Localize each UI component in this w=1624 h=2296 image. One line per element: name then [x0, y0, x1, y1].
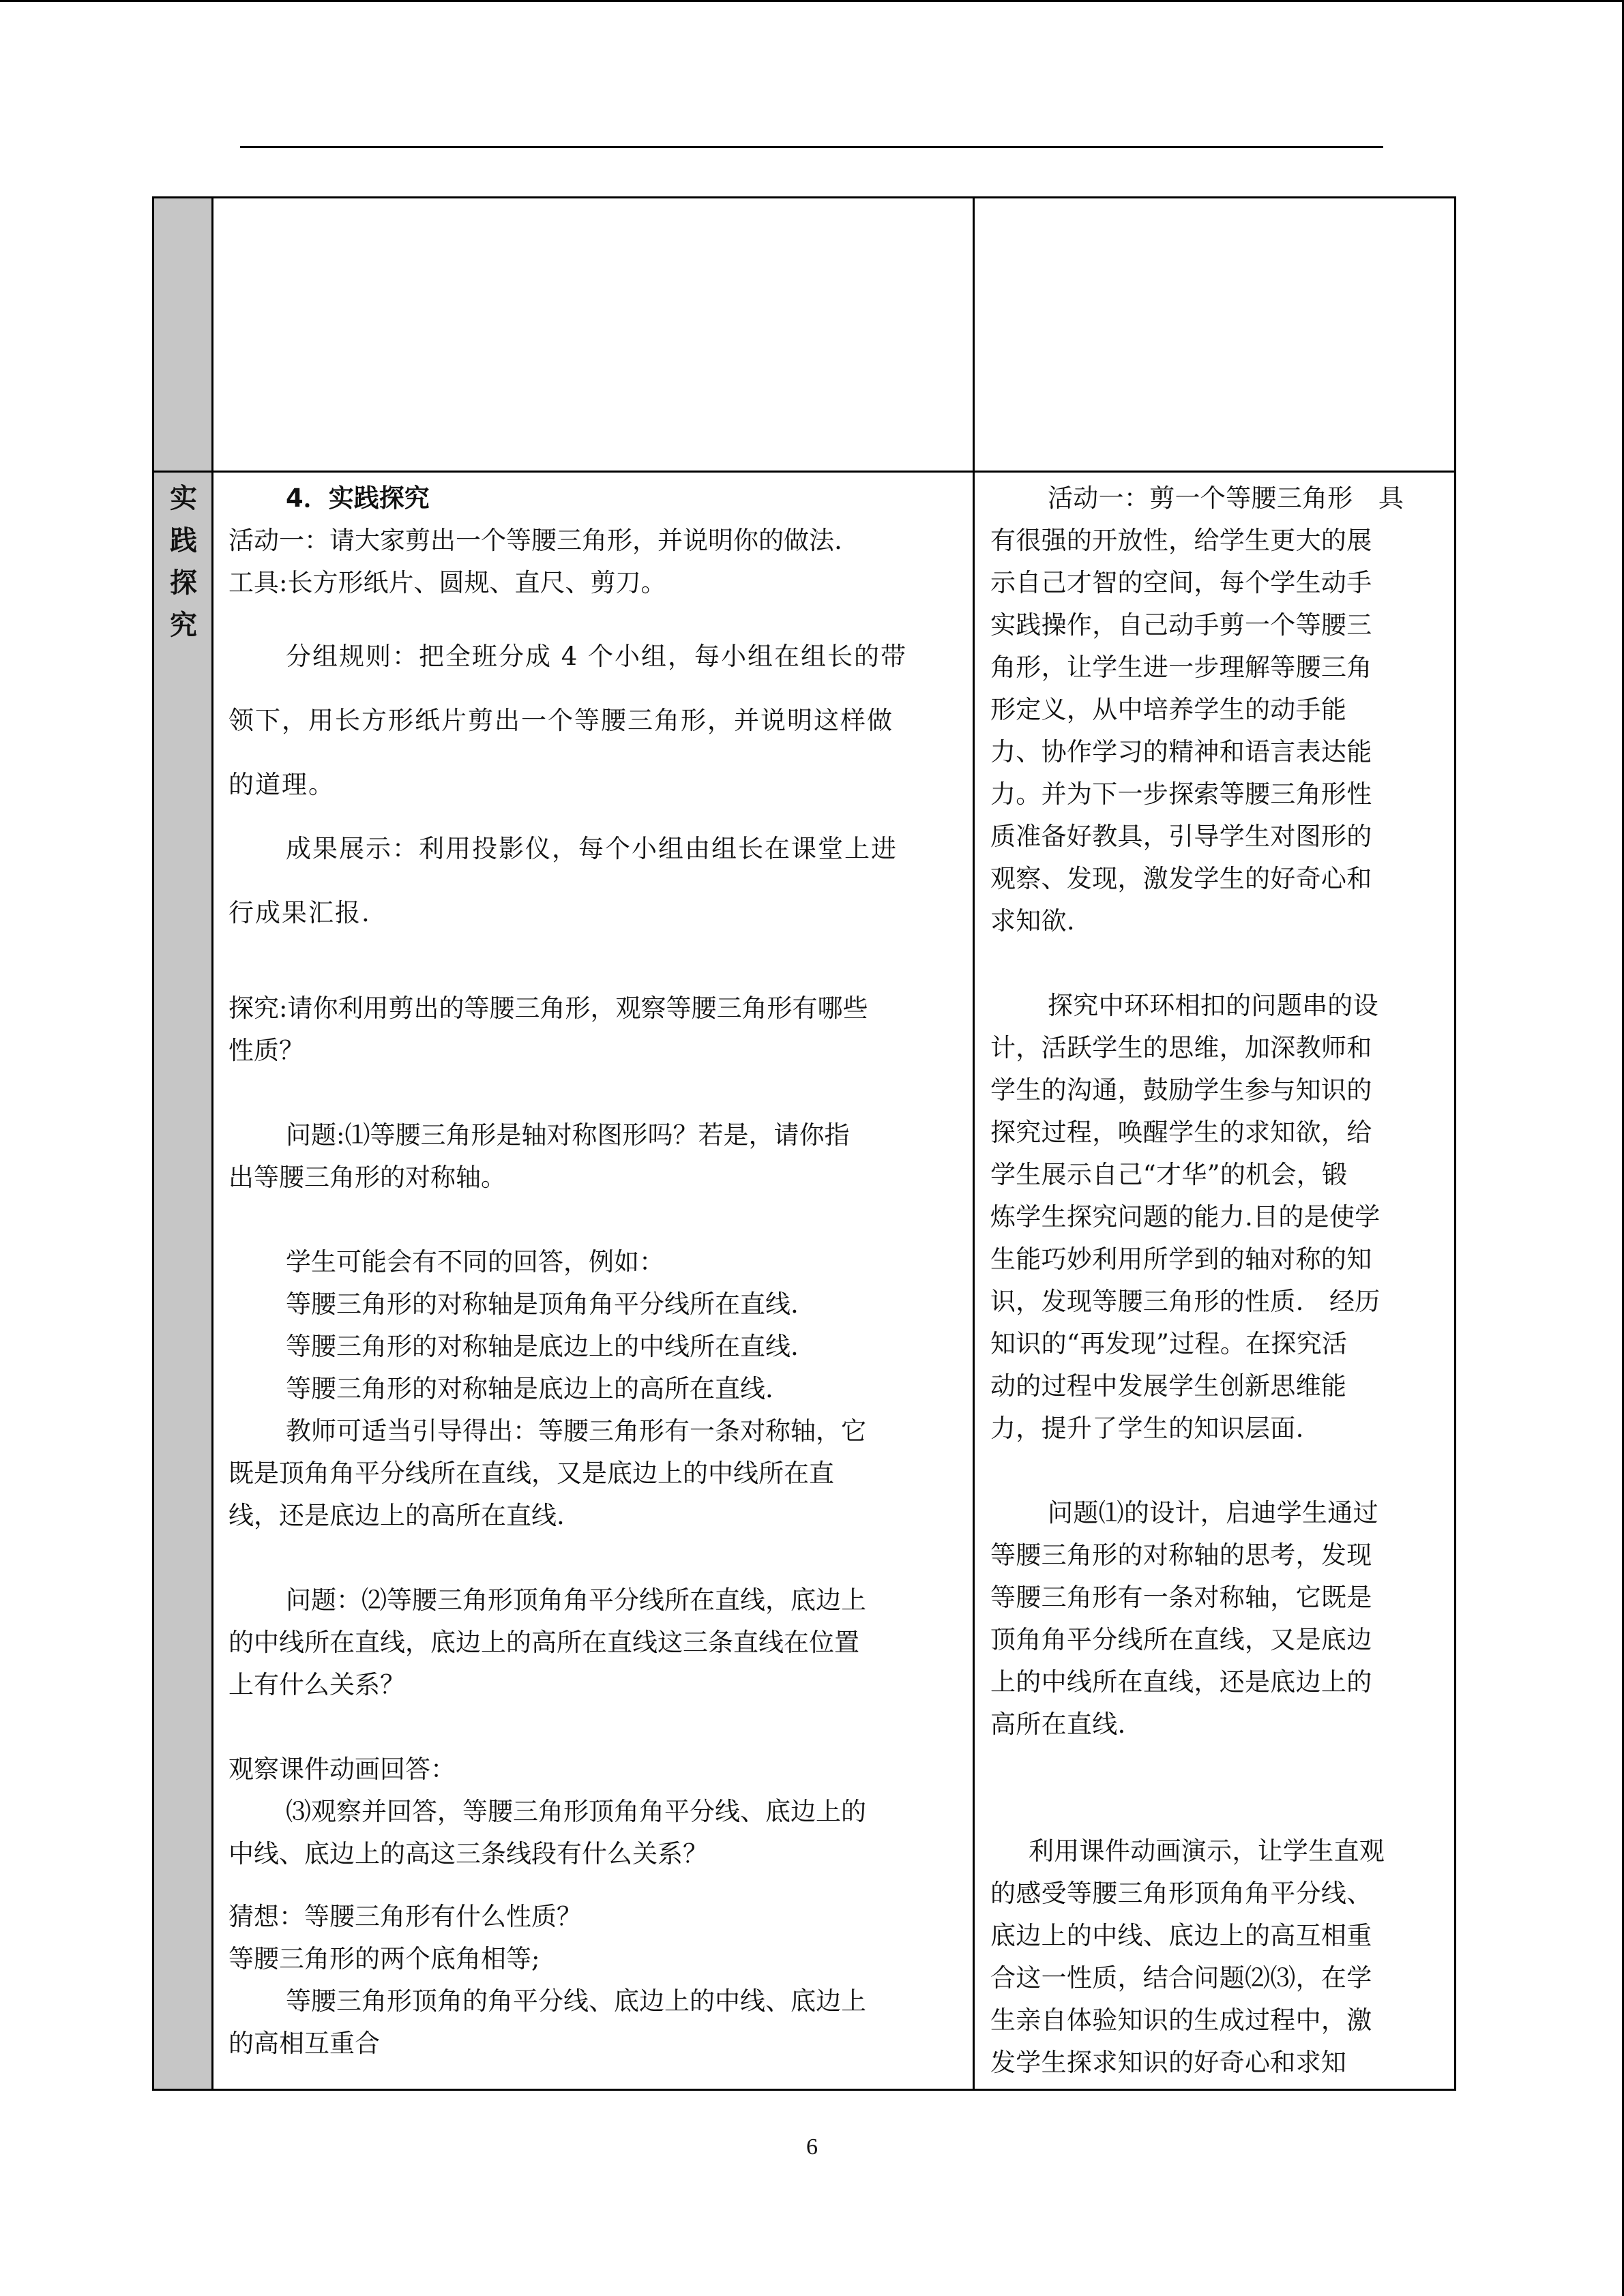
note-activity-one: 活动一：剪一个等腰三角形 具 — [1048, 483, 1404, 513]
note-animation: 的感受等腰三角形顶角角平分线、 — [990, 1879, 1372, 1908]
note-activity-one: 求知欲. — [990, 906, 1075, 936]
teacher-guide: 既是顶角角平分线所在直线，又是底边上的中线所在直 — [228, 1459, 834, 1488]
question-three: 中线、底边上的高这三条线段有什么关系？ — [228, 1839, 708, 1868]
note-activity-one: 力、协作学习的精神和语言表达能 — [990, 737, 1372, 766]
student-answer: 等腰三角形的对称轴是顶角角平分线所在直线. — [286, 1289, 799, 1319]
note-explore: 动的过程中发展学生创新思维能 — [990, 1371, 1347, 1401]
note-animation: 发学生探求知识的好奇心和求知 — [990, 2048, 1347, 2077]
section-label — [157, 477, 210, 646]
student-answer: 等腰三角形的对称轴是底边上的中线所在直线. — [286, 1332, 799, 1361]
explore-prompt: 探究:请你利用剪出的等腰三角形，观察等腰三角形有哪些 — [228, 994, 868, 1023]
note-question-one: 顶角角平分线所在直线，又是底边 — [990, 1625, 1372, 1654]
note-activity-one: 有很强的开放性，给学生更大的展 — [990, 526, 1372, 555]
student-answer: 等腰三角形的对称轴是底边上的高所在直线. — [286, 1374, 773, 1403]
table-row-divider — [152, 471, 1456, 473]
main-content — [228, 477, 948, 2065]
section-label-char: 究 — [170, 610, 197, 641]
note-question-one: 等腰三角形有一条对称轴，它既是 — [990, 1583, 1372, 1612]
grouping-rule: 领下，用长方形纸片剪出一个等腰三角形，并说明这样做 — [228, 706, 894, 735]
section-label-char: 践 — [170, 525, 197, 556]
note-explore: 学生的沟通，鼓励学生参与知识的 — [990, 1075, 1372, 1105]
question-one: 出等腰三角形的对称轴。 — [228, 1163, 506, 1192]
guess-prompt: 猜想：等腰三角形有什么性质？ — [228, 1902, 582, 1931]
property-two: 的高相互重合 — [228, 2029, 380, 2058]
teacher-guide: 教师可适当引导得出：等腰三角形有一条对称轴，它 — [286, 1416, 866, 1446]
teacher-guide: 线，还是底边上的高所在直线. — [228, 1501, 565, 1530]
section-heading: 4．实践探究 — [286, 483, 430, 513]
note-explore: 炼学生探究问题的能力.目的是使学 — [990, 1202, 1381, 1232]
question-one: 问题:⑴等腰三角形是轴对称图形吗？若是，请你指 — [286, 1120, 850, 1150]
header-rule — [240, 146, 1383, 148]
table-border-left — [152, 196, 154, 2091]
grouping-rule: 分组规则：把全班分成 4 个小组，每小组在组长的带 — [286, 642, 908, 671]
page-frame-top — [0, 0, 1624, 2]
note-explore: 探究中环环相扣的问题串的设 — [1048, 991, 1378, 1020]
note-explore: 力，提升了学生的知识层面. — [990, 1414, 1304, 1443]
note-question-one: 高所在直线. — [990, 1710, 1126, 1739]
note-activity-one: 质准备好教具，引导学生对图形的 — [990, 822, 1372, 851]
result-showcase: 成果展示：利用投影仪，每个小组由组长在课堂上进 — [286, 834, 898, 863]
note-question-one: 等腰三角形的对称轴的思考，发现 — [990, 1540, 1372, 1570]
table-column-divider-1 — [211, 196, 213, 2091]
note-explore: 知识的“再发现”过程。在探究活 — [990, 1329, 1348, 1358]
design-notes — [990, 477, 1441, 2084]
answers-intro: 学生可能会有不同的回答，例如： — [286, 1247, 664, 1277]
grouping-rule: 的道理。 — [228, 770, 335, 799]
result-showcase: 行成果汇报. — [228, 898, 371, 927]
question-two: 的中线所在直线，底边上的高所在直线这三条直线在位置 — [228, 1628, 859, 1657]
explore-prompt: 性质？ — [228, 1036, 304, 1065]
note-explore: 计，活跃学生的思维，加深教师和 — [990, 1033, 1372, 1062]
table-border-bottom — [152, 2089, 1456, 2091]
section-label-char: 实 — [170, 483, 197, 514]
note-activity-one: 形定义，从中培养学生的动手能 — [990, 695, 1347, 724]
table-column-divider-2 — [973, 196, 975, 2091]
table-border-right — [1454, 196, 1456, 2091]
observe-prompt: 观察课件动画回答： — [228, 1755, 456, 1784]
note-activity-one: 观察、发现，激发学生的好奇心和 — [990, 864, 1372, 893]
note-explore: 探究过程，唤醒学生的求知欲，给 — [990, 1118, 1372, 1147]
note-animation: 底边上的中线、底边上的高互相重 — [990, 1921, 1372, 1950]
page-number: 6 — [806, 2134, 818, 2160]
question-two: 问题：⑵等腰三角形顶角角平分线所在直线，底边上 — [286, 1585, 866, 1615]
tools-line: 工具:长方形纸片、圆规、直尺、剪刀。 — [228, 568, 666, 597]
note-question-one: 问题⑴的设计，启迪学生通过 — [1048, 1498, 1378, 1527]
property-two: 等腰三角形顶角的角平分线、底边上的中线、底边上 — [286, 1986, 866, 2016]
property-one: 等腰三角形的两个底角相等; — [228, 1944, 540, 1973]
note-activity-one: 角形，让学生进一步理解等腰三角 — [990, 653, 1372, 682]
note-animation: 利用课件动画演示，让学生直观 — [1029, 1836, 1385, 1866]
note-activity-one: 力。并为下一步探索等腰三角形性 — [990, 779, 1372, 809]
section-label-char: 探 — [170, 567, 197, 599]
note-explore: 学生展示自己“才华”的机会，锻 — [990, 1160, 1348, 1189]
note-animation: 生亲自体验知识的生成过程中，激 — [990, 2006, 1372, 2035]
question-two: 上有什么关系？ — [228, 1670, 405, 1699]
note-question-one: 上的中线所在直线，还是底边上的 — [990, 1667, 1372, 1697]
note-activity-one: 实践操作，自己动手剪一个等腰三 — [990, 610, 1372, 640]
note-explore: 识，发现等腰三角形的性质. 经历 — [990, 1287, 1381, 1316]
note-explore: 生能巧妙利用所学到的轴对称的知 — [990, 1244, 1372, 1274]
activity-one: 活动一：请大家剪出一个等腰三角形，并说明你的做法. — [228, 526, 842, 555]
table-border-top — [152, 196, 1456, 198]
note-animation: 合这一性质，结合问题⑵⑶，在学 — [990, 1963, 1372, 1993]
question-three: ⑶观察并回答，等腰三角形顶角角平分线、底边上的 — [286, 1797, 866, 1826]
note-activity-one: 示自己才智的空间，每个学生动手 — [990, 568, 1372, 597]
